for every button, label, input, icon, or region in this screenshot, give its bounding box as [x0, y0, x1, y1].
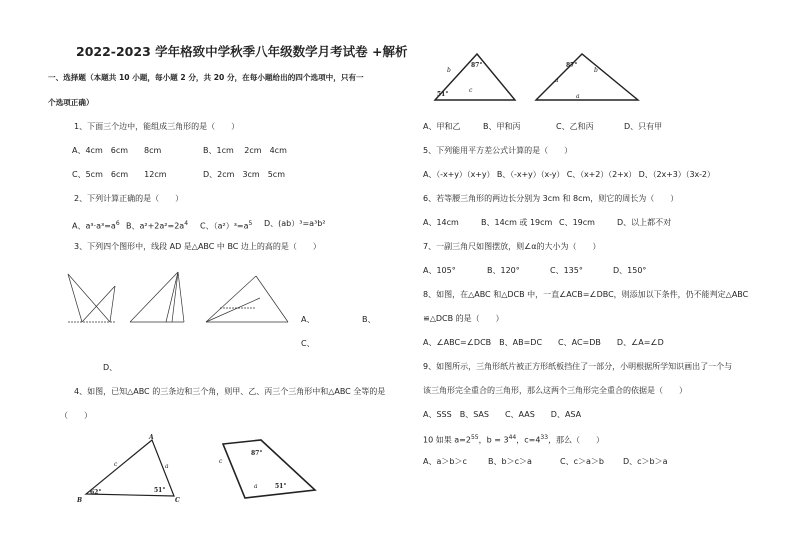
q9-stem: 9、如图所示，三角形纸片被正方形纸板挡住了一部分，小明根据所学知识画出了一个与	[423, 362, 733, 371]
q4-jia-c: c	[469, 87, 473, 94]
q5-options[interactable]: A、（-x+y）（x+y） B、（-x+y）（x-y） C、（x+2）（2+x） D、（2x+3）（3x-2）	[423, 170, 715, 179]
q1-option-a[interactable]: A、4cm 6cm 8cm	[72, 146, 162, 155]
q4-stem: 4、如图，已知△ABC 的三条边和三个角，则甲、乙、丙三个三角形中和△ABC 全等的是	[74, 387, 386, 396]
q4-option-a[interactable]: A、甲和乙	[423, 122, 461, 131]
q4-yi-a2: a	[576, 93, 580, 100]
q3-option-d[interactable]: D、	[103, 363, 118, 372]
q4-side-a: a	[165, 463, 169, 470]
q1-option-d[interactable]: D、2cm 3cm 5cm	[203, 170, 286, 179]
q10-option-b[interactable]: B、b＞c＞a	[488, 457, 532, 466]
q4-fig2-a: a	[254, 483, 258, 490]
q5-stem: 5、下列能用平方差公式计算的是（ ）	[423, 146, 573, 155]
q10-exp-b: 44	[508, 434, 517, 441]
q1-stem: 1、下面三个边中，能组成三角形的是（ ）	[74, 122, 240, 131]
q4-fig2-bottom-angle: 51°	[275, 483, 287, 490]
q2-option-d[interactable]: D、(ab）³=a³b²	[264, 219, 326, 228]
q4-option-d[interactable]: D、只有甲	[624, 122, 663, 131]
section-heading-cont: 个选项正确）	[48, 98, 94, 107]
q3-stem: 3、下列四个图形中，线段 AD 是△ABC 中 BC 边上的高的是（ ）	[74, 242, 321, 251]
q4-angle-b: 62°	[90, 489, 102, 496]
q4-figure-yi	[530, 50, 640, 102]
q4-stem-cont: （ ）	[60, 411, 92, 420]
q8-stem: 8、如图，在△ABC 和△DCB 中，一直∠ACB=∠DBC，则添加以下条件，仍不能判定△ABC	[423, 290, 749, 299]
q4-label-a: A	[149, 434, 154, 441]
q10-stem-b: ，b = 3	[478, 435, 509, 445]
q2-stem: 2、下列计算正确的是（ ）	[74, 194, 184, 203]
q4-yi-b: b	[594, 67, 598, 74]
q4-jia-angle: 87°	[471, 62, 483, 69]
q10-option-a[interactable]: A、a＞b＞c	[423, 457, 467, 466]
q6-stem: 6、若等腰三角形的两边长分别为 3cm 和 8cm，则它的周长为（ ）	[423, 194, 679, 203]
q7-stem: 7、一副三角尺如图摆放，则∠α的大小为（ ）	[423, 242, 601, 251]
q4-fig2-top-angle: 87°	[251, 450, 263, 457]
q10-option-d[interactable]: D、c＞b＞a	[623, 457, 668, 466]
q4-angle-c: 51°	[154, 487, 166, 494]
q2-b-sup: 4	[184, 220, 189, 227]
q2-option-b[interactable]	[126, 219, 188, 232]
q7-option-b[interactable]: B、120°	[487, 266, 520, 275]
q3-figures	[60, 264, 390, 334]
q4-side-c: c	[114, 461, 118, 468]
q10-stem-c: ，c=4	[516, 435, 541, 445]
q7-option-c[interactable]: C、135°	[550, 266, 583, 275]
q3-option-b[interactable]: B、	[362, 315, 376, 324]
q2-a-text: A、a³·a³=a	[72, 221, 116, 231]
q7-option-a[interactable]: A、105°	[423, 266, 456, 275]
q4-figure-abc	[70, 430, 190, 510]
q4-figure-2	[205, 436, 325, 506]
q3-option-a[interactable]: A、	[301, 315, 315, 324]
q10-stem-a: 10 如果 a=2	[423, 435, 471, 445]
q4-label-b: B	[77, 497, 83, 504]
q1-option-b[interactable]: B、1cm 2cm 4cm	[203, 146, 287, 155]
q8-options[interactable]: A、∠ABC=∠DCB B、AB=DC C、AC=DB D、∠A=∠D	[423, 338, 664, 347]
q7-option-d[interactable]: D、150°	[613, 266, 647, 275]
q3-figure-3	[206, 276, 288, 322]
q4-jia-b: b	[447, 67, 451, 74]
q9-options[interactable]: A、SSS B、SAS C、AAS D、ASA	[423, 410, 582, 419]
q4-yi-angle: 87°	[566, 62, 578, 69]
q9-stem-cont: 该三角形完全重合的三角形，那么这两个三角形完全重合的依据是（ ）	[423, 386, 687, 395]
q3-option-c[interactable]: C、	[301, 339, 315, 348]
q10-option-c[interactable]: C、c＞a＞b	[560, 457, 604, 466]
q6-option-c[interactable]: C、19cm	[559, 218, 595, 227]
q4-label-c: C	[175, 497, 180, 504]
q1-option-c[interactable]: C、5cm 6cm 12cm	[72, 170, 167, 179]
q4-option-c[interactable]: C、乙和丙	[556, 122, 594, 131]
section-heading: 一、选择题（本题共 10 小题，每小题 2 分，共 20 分，在每小题给出的四个选项中，只有一	[48, 73, 364, 82]
q10-exp-c: 33	[540, 434, 549, 441]
q6-option-a[interactable]: A、14cm	[423, 218, 459, 227]
q4-figure-jia	[425, 50, 525, 102]
page-title: 2022-2023 学年格致中学秋季八年级数学月考试卷 +解析	[76, 44, 408, 59]
q4-jia-bottom-angle: 51°	[437, 91, 449, 98]
q3-figure-2	[130, 272, 184, 322]
q2-option-a[interactable]	[72, 219, 120, 232]
q4-yi-a: a	[555, 77, 559, 84]
q10-stem	[423, 433, 604, 446]
q4-option-b[interactable]: B、甲和丙	[483, 122, 521, 131]
q8-stem-cont: ≌△DCB 的是（ ）	[423, 314, 504, 323]
q4-fig2-c: c	[219, 458, 223, 465]
q6-option-b[interactable]: B、14cm 或 19cm	[481, 218, 553, 227]
q2-b-text: B、a²+2a²=2a	[126, 221, 185, 231]
q2-c-text: C、（a²）³=a	[200, 221, 249, 231]
q10-exp-a: 55	[470, 434, 479, 441]
q6-option-d[interactable]: D、以上都不对	[617, 218, 672, 227]
q2-option-c[interactable]	[200, 219, 252, 232]
q3-figure-1	[68, 274, 115, 322]
q10-stem-end: ，那么（ ）	[548, 435, 605, 445]
q2-a-sup: 6	[115, 220, 120, 227]
q2-c-sup: 5	[248, 220, 253, 227]
